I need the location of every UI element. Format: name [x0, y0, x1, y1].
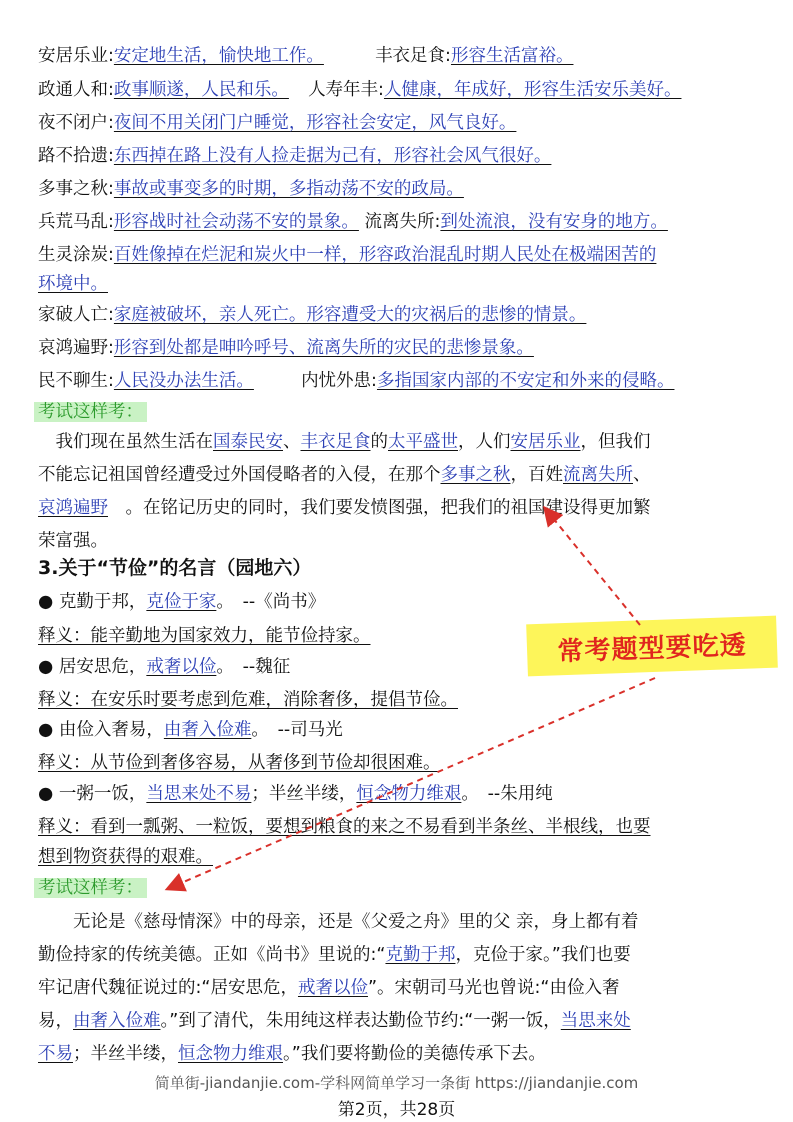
paragraph-line: 荣富强。: [38, 531, 108, 551]
quote-explanation: 释义：在安乐时要考虑到危难，消除奢侈，提倡节俭。: [38, 690, 458, 710]
definition: 事故或事变多的时期，多指动荡不安的政局。: [113, 179, 464, 199]
term: 哀鸿遍野:: [38, 338, 114, 358]
term: 家破人亡:: [38, 305, 114, 325]
paragraph-line: 不易；半丝半缕，恒念物力维艰。”我们要将勤俭的美德传承下去。: [38, 1044, 546, 1064]
paragraph-line: 不能忘记祖国曾经遭受过外国侵略者的入侵，在那个多事之秋，百姓流离失所、: [38, 465, 651, 485]
term: 夜不闭户:: [38, 113, 114, 133]
definition: 夜间不用关闭门户睡觉，形容社会安定，风气良好。: [113, 113, 517, 133]
definition: 人健康，年成好，形容生活安乐美好。: [383, 80, 682, 100]
quote-explanation: 释义：能辛勤地为国家效力，能节俭持家。: [38, 626, 371, 646]
definition: 到处流浪，没有安身的地方。: [440, 212, 668, 232]
term: 流离失所:: [364, 212, 441, 232]
term: 政通人和:: [38, 80, 114, 100]
definition: 人民没办法生活。: [113, 371, 254, 391]
paragraph-line: 牢记唐代魏征说过的:“居安思危，戒奢以俭”。宋朝司马光也曾说:“由俭入奢: [38, 978, 620, 998]
arrow-to-paragraph: [548, 512, 640, 625]
quote-line: ● 一粥一饭，当思来处不易；半丝半缕，恒念物力维艰。 --朱用纯: [38, 784, 553, 804]
quote-explanation: 释义：从节俭到奢侈容易，从奢侈到节俭却很困难。: [38, 753, 441, 773]
quote-explanation: 想到物资获得的艰难。: [38, 847, 213, 867]
term: 丰衣足食:: [375, 46, 451, 66]
bullet-icon: ●: [38, 592, 54, 612]
paragraph-line: 我们现在虽然生活在国泰民安、丰衣足食的太平盛世，人们安居乐业，但我们: [38, 432, 651, 452]
definition: 安定地生活，愉快地工作。: [113, 46, 324, 66]
term: 生灵涂炭:: [38, 245, 114, 265]
paragraph-line: 勤俭持家的传统美德。正如《尚书》里说的:“克勤于邦，克俭于家。”我们也要: [38, 945, 631, 965]
term: 安居乐业:: [38, 46, 114, 66]
term: 民不聊生:: [38, 371, 114, 391]
paragraph-line: 易，由奢入俭难。”到了清代，朱用纯这样表达勤俭节约:“一粥一饭，当思来处: [38, 1011, 631, 1031]
definition: 家庭被破坏，亲人死亡。形容遭受大的灾祸后的悲惨的情景。: [113, 305, 587, 325]
quote-line: ● 克勤于邦，克俭于家。 --《尚书》: [38, 592, 326, 612]
term: 路不拾遗:: [38, 146, 114, 166]
definition: 百姓像掉在烂泥和炭火中一样，形容政治混乱时期人民处在极端困苦的: [113, 245, 657, 265]
bullet-icon: ●: [38, 657, 54, 677]
exam-tag: 考试这样考：: [34, 400, 147, 424]
paragraph-line: 哀鸿遍野 。在铭记历史的同时，我们要发愤图强，把我们的祖国建设得更加繁: [38, 498, 651, 518]
term: 兵荒马乱:: [38, 212, 114, 232]
arrow-to-exam-tag: [172, 678, 655, 887]
definition: 形容到处都是呻吟呼号、流离失所的灾民的悲惨景象。: [113, 338, 534, 358]
definition: 形容战时社会动荡不安的景象。: [113, 212, 359, 232]
bullet-icon: ●: [38, 720, 54, 740]
bullet-icon: ●: [38, 784, 54, 804]
term: 多事之秋:: [38, 179, 114, 199]
quote-line: ● 居安思危，戒奢以俭。 --魏征: [38, 657, 291, 677]
section-title: 3.关于“节俭”的名言（园地六）: [38, 557, 312, 579]
definition: 政事顺遂，人民和乐。: [113, 80, 289, 100]
term: 人寿年丰:: [308, 80, 384, 100]
quote-line: ● 由俭入奢易，由奢入俭难。 --司马光: [38, 720, 343, 740]
definition: 多指国家内部的不安定和外来的侵略。: [376, 371, 675, 391]
paragraph-line: 无论是《慈母情深》中的母亲，还是《父爱之舟》里的父 亲，身上都有着: [38, 912, 639, 932]
quote-explanation: 释义：看到一瓢粥、一粒饭，要想到粮食的来之不易看到半条丝、半根线，也要: [38, 817, 651, 837]
highlight-stamp: 常考题型要吃透: [526, 616, 778, 677]
page-number: 第2页，共28页: [337, 1100, 456, 1120]
definition: 形容生活富裕。: [450, 46, 574, 66]
term: 内忧外患:: [301, 371, 377, 391]
footer-source: 简单街-jiandanjie.com-学科网简单学习一条街 https://jiandanjie.com: [154, 1074, 639, 1092]
exam-tag: 考试这样考：: [34, 876, 147, 900]
definition: 东西掉在路上没有人捡走据为己有，形容社会风气很好。: [113, 146, 552, 166]
definition: 环境中。: [38, 274, 108, 294]
